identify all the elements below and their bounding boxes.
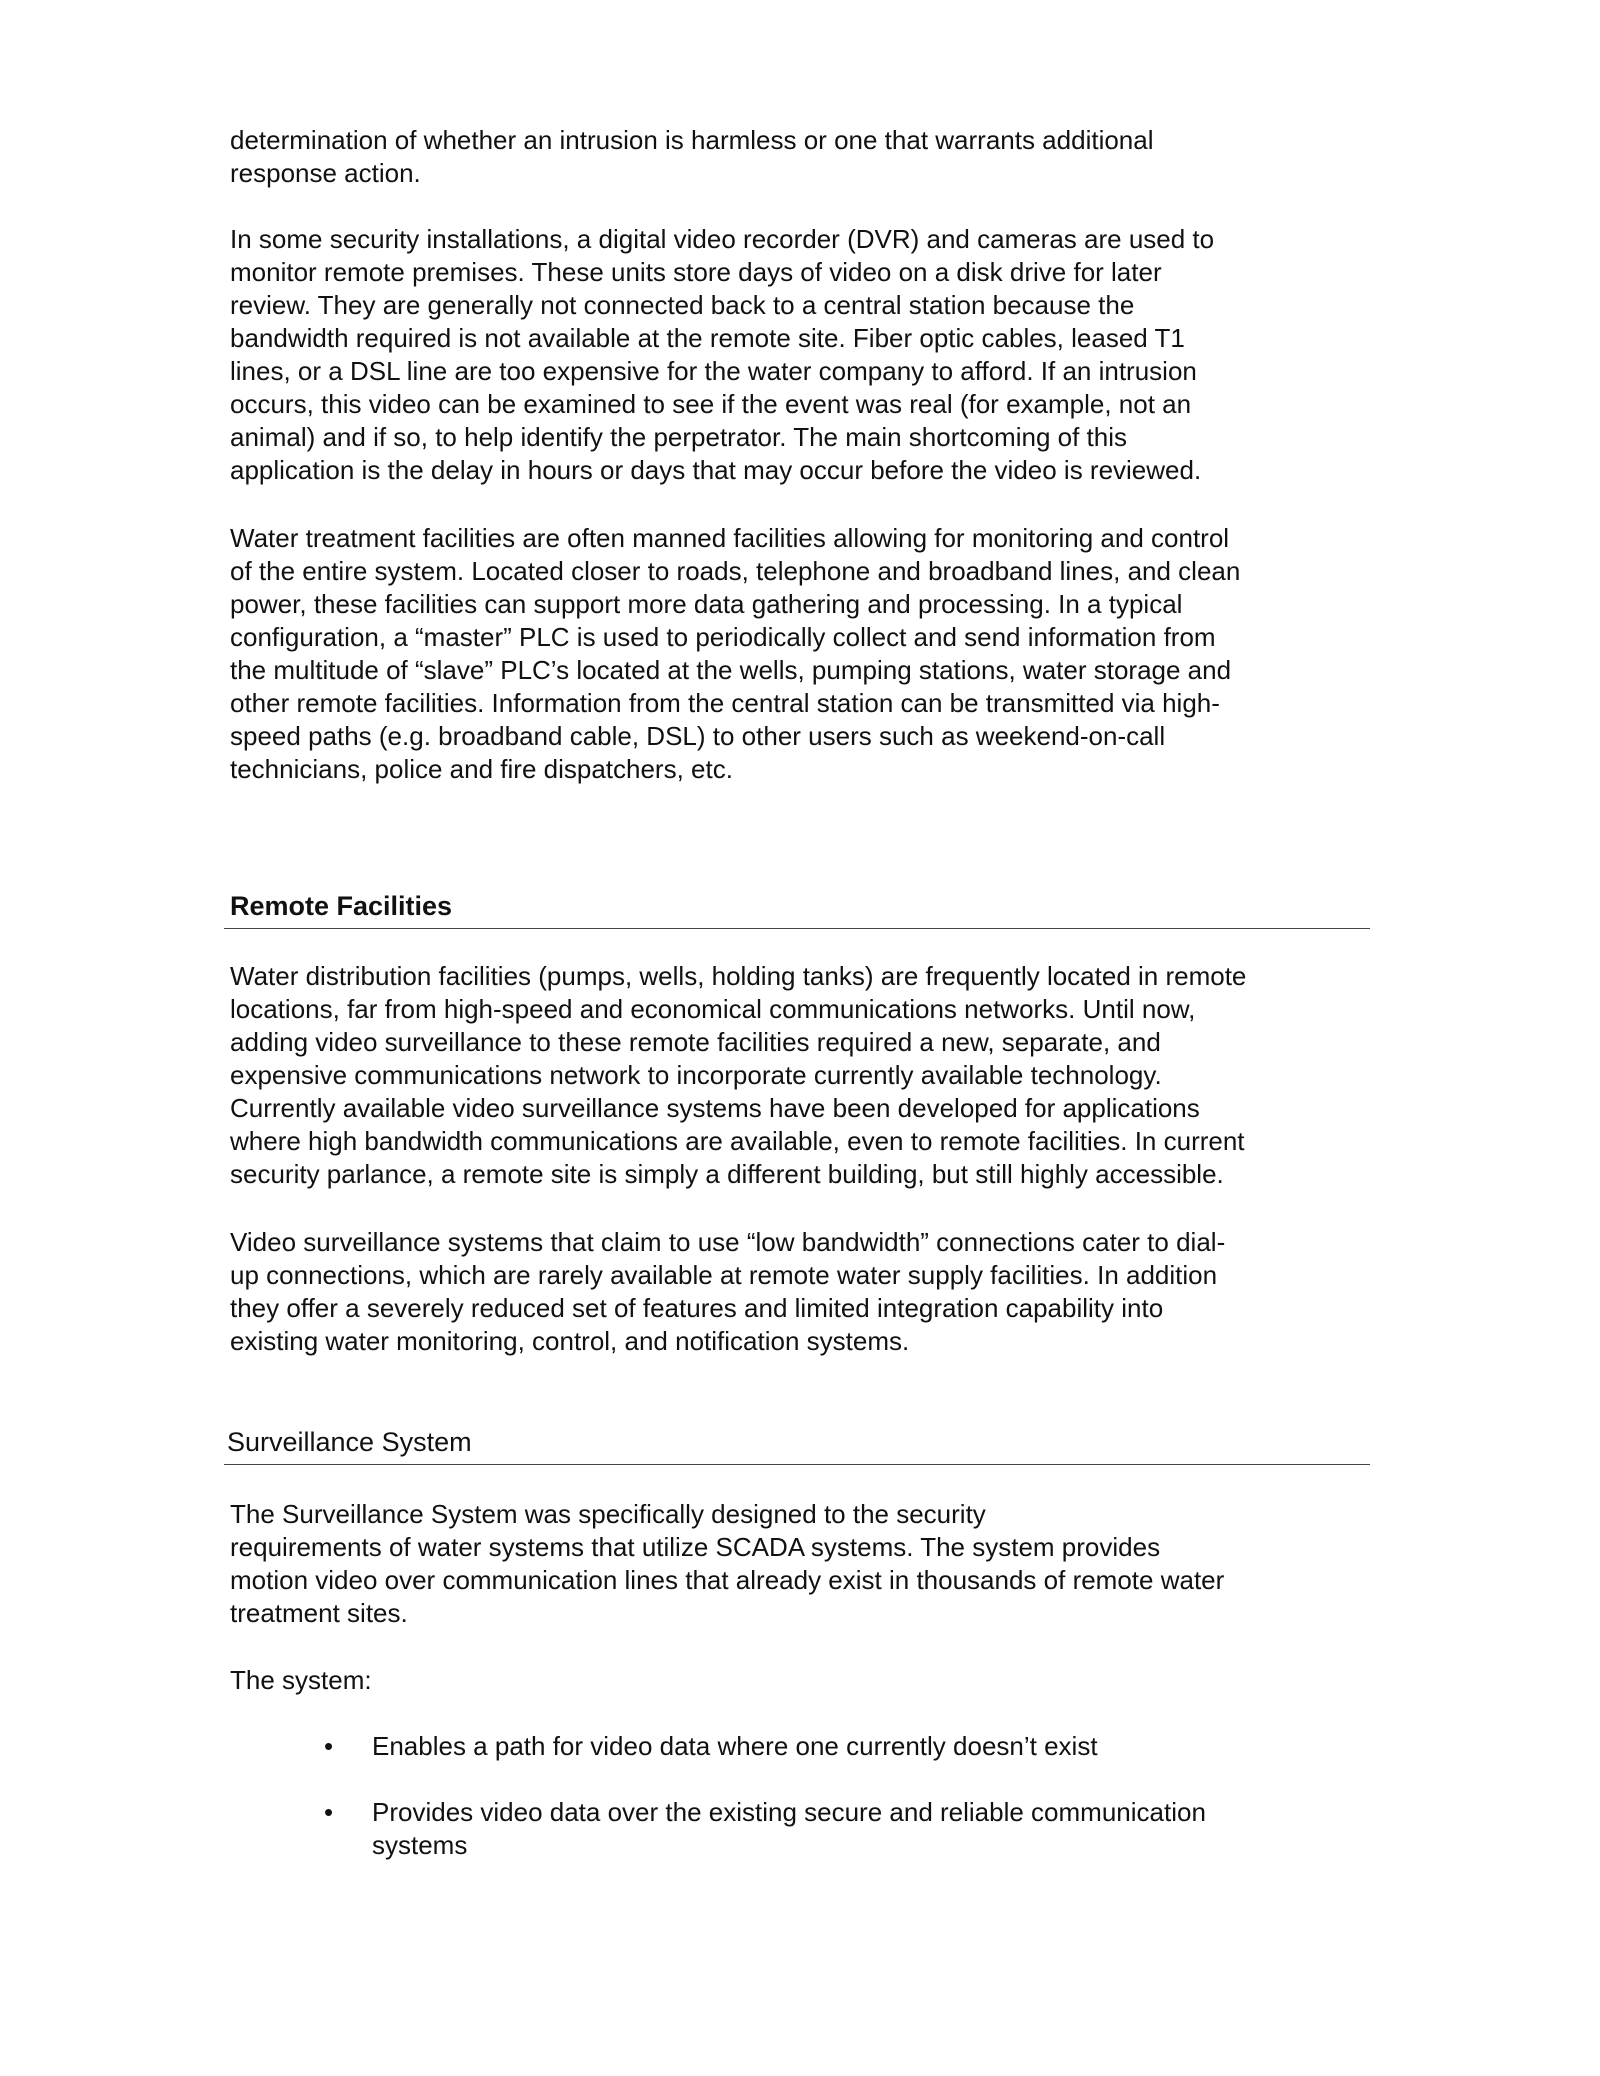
text-line: Water treatment facilities are often manned facilities allowing for monitoring and control	[230, 523, 1230, 553]
text-line: review. They are generally not connected back to a central station because the	[230, 290, 1135, 320]
text-line: treatment sites.	[230, 1598, 408, 1628]
text-line: motion video over communication lines that already exist in thousands of remote water	[230, 1565, 1225, 1595]
text-line: bandwidth required is not available at the remote site. Fiber optic cables, leased T1	[230, 323, 1185, 353]
text-line: Enables a path for video data where one currently doesn’t exist	[372, 1731, 1098, 1761]
list-item	[320, 1730, 1206, 1763]
text-line: The Surveillance System was specifically designed to the security	[230, 1499, 986, 1529]
text-line: expensive communications network to incorporate currently available technology.	[230, 1060, 1162, 1090]
heading-remote-facilities: Remote Facilities	[230, 891, 453, 921]
text-line: they offer a severely reduced set of features and limited integration capability into	[230, 1293, 1164, 1323]
text-line: the multitude of “slave” PLC’s located at the wells, pumping stations, water storage and	[230, 655, 1232, 685]
text-line: response action.	[230, 158, 421, 188]
text-line: systems	[372, 1830, 468, 1860]
text-line: requirements of water systems that utilize SCADA systems. The system provides	[230, 1532, 1161, 1562]
paragraph-water-distribution	[230, 960, 1246, 1191]
text-line: Provides video data over the existing secure and reliable communication	[372, 1797, 1206, 1827]
paragraph-dvr-installations	[230, 223, 1214, 487]
paragraph-water-treatment	[230, 522, 1240, 786]
text-line: monitor remote premises. These units store days of video on a disk drive for later	[230, 257, 1162, 287]
text-line: adding video surveillance to these remote facilities required a new, separate, and	[230, 1027, 1161, 1057]
text-line: Currently available video surveillance systems have been developed for applications	[230, 1093, 1200, 1123]
text-line: application is the delay in hours or days that may occur before the video is reviewed.	[230, 455, 1202, 485]
text-line: In some security installations, a digital video recorder (DVR) and cameras are used to	[230, 224, 1215, 254]
text-line: other remote facilities. Information from the central station can be transmitted via high-	[230, 688, 1220, 718]
paragraph-the-system	[230, 1664, 372, 1697]
text-line: lines, or a DSL line are too expensive for the water company to afford. If an intrusion	[230, 356, 1197, 386]
bullet-icon: •	[324, 1731, 334, 1761]
heading-surveillance-system: Surveillance System	[227, 1427, 472, 1457]
list-item	[320, 1796, 1206, 1862]
text-line: technicians, police and fire dispatchers, etc.	[230, 754, 733, 784]
text-line: occurs, this video can be examined to see if the event was real (for example, not an	[230, 389, 1192, 419]
text-line: of the entire system. Located closer to roads, telephone and broadband lines, and clean	[230, 556, 1241, 586]
text-line: power, these facilities can support more data gathering and processing. In a typical	[230, 589, 1183, 619]
paragraph-intrusion-determination	[230, 124, 1154, 190]
bullet-icon: •	[324, 1797, 334, 1827]
text-line: existing water monitoring, control, and notification systems.	[230, 1326, 910, 1356]
feature-bullet-list	[320, 1730, 1206, 1895]
text-line: Video surveillance systems that claim to use “low bandwidth” connections cater to dial-	[230, 1227, 1226, 1257]
text-line: where high bandwidth communications are available, even to remote facilities. In current	[230, 1126, 1245, 1156]
text-line: up connections, which are rarely available at remote water supply facilities. In addition	[230, 1260, 1218, 1290]
text-line: configuration, a “master” PLC is used to periodically collect and send information from	[230, 622, 1216, 652]
text-line: security parlance, a remote site is simply a different building, but still highly accessible.	[230, 1159, 1224, 1189]
text-line: determination of whether an intrusion is harmless or one that warrants additional	[230, 125, 1154, 155]
text-line: The system:	[230, 1665, 372, 1695]
heading-rule	[224, 1464, 1370, 1465]
paragraph-system-design	[230, 1498, 1224, 1630]
text-line: Water distribution facilities (pumps, wells, holding tanks) are frequently located in remote	[230, 961, 1247, 991]
text-line: locations, far from high-speed and economical communications networks. Until now,	[230, 994, 1196, 1024]
text-line: animal) and if so, to help identify the perpetrator. The main shortcoming of this	[230, 422, 1127, 452]
text-line: speed paths (e.g. broadband cable, DSL) to other users such as weekend-on-call	[230, 721, 1166, 751]
paragraph-low-bandwidth	[230, 1226, 1225, 1358]
heading-rule	[224, 928, 1370, 929]
